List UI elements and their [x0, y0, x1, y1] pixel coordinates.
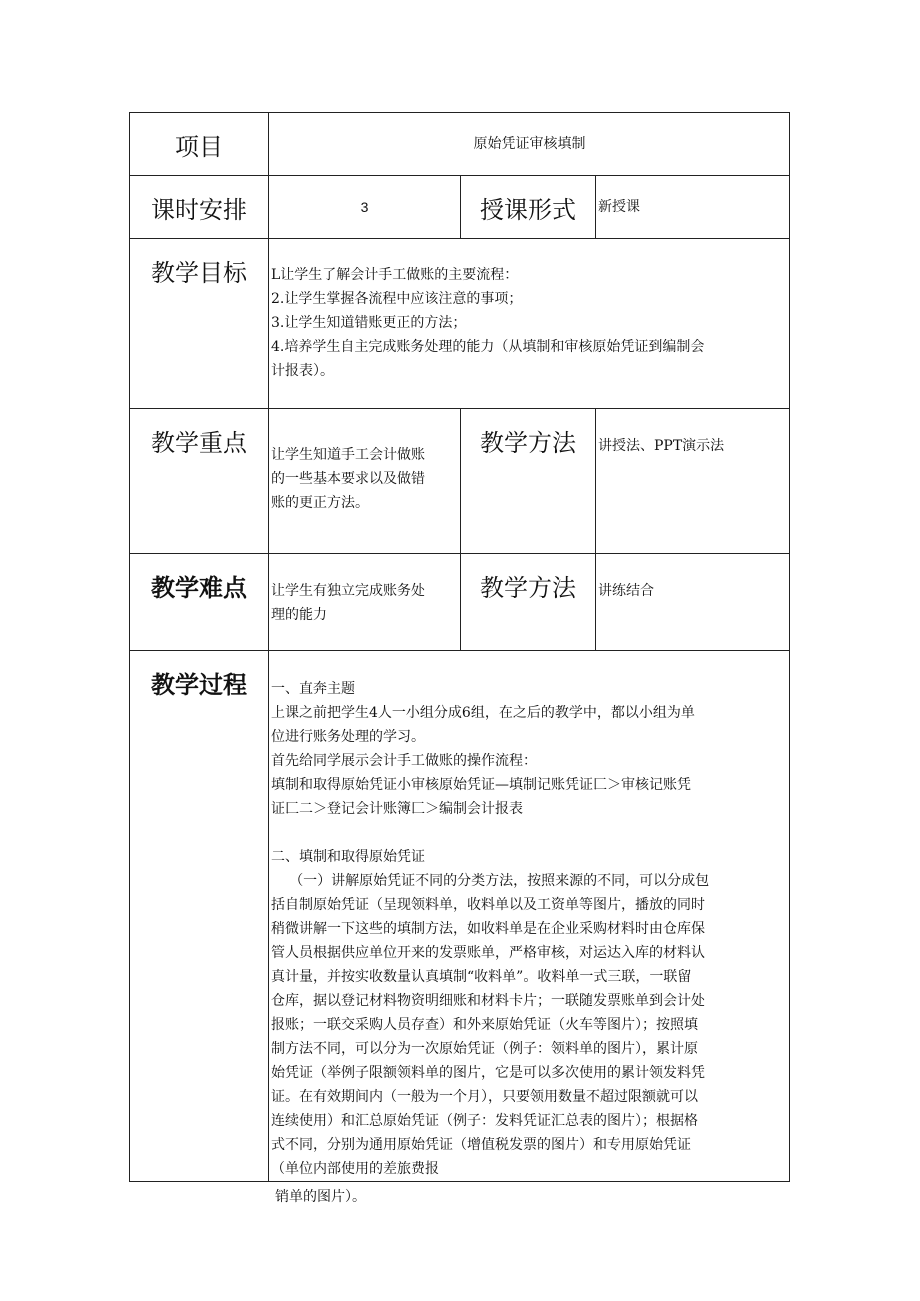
process-line: 始凭证（举例子限额领料单的图片，它是可以多次使用的累计领发料凭	[271, 1065, 705, 1081]
goal-item: 2.让学生掌握各流程中应该注意的事项；	[271, 291, 523, 307]
section-title: 二、填制和取得原始凭证	[271, 849, 425, 865]
table-bottom-border	[129, 1181, 790, 1182]
process-line: 仓库，据以登记材料物资明细账和材料卡片；一联随发票账单到会计处	[271, 993, 705, 1009]
process-line: （一）讲解原始凭证不同的分类方法，按照来源的不同，可以分成包	[289, 873, 710, 889]
difficulty-line: 理的能力	[271, 607, 327, 623]
difficulty-method-label: 教学方法	[480, 574, 576, 602]
difficulty-label: 教学难点	[151, 573, 247, 602]
form-label: 授课形式	[480, 195, 576, 224]
process-line: 首先给同学展示会计手工做账的操作流程：	[271, 753, 537, 769]
form-value: 新授课	[598, 199, 640, 215]
process-line: 稍微讲解一下这些的填制方法，如收料单是在企业采购材料时由仓库保	[271, 921, 705, 937]
keypoint-content-cell	[268, 408, 460, 553]
goal-item: 计报表）。	[271, 363, 334, 379]
process-line: 式不同，分别为通用原始凭证（增值税发票的图片）和专用原始凭证	[271, 1137, 691, 1153]
keypoint-method-label-cell	[460, 408, 595, 553]
process-label: 教学过程	[151, 670, 247, 699]
section-title: 一、直奔主题	[271, 681, 355, 697]
process-label-cell	[129, 650, 268, 1182]
process-content-cell	[268, 650, 790, 1182]
goal-item: 3.让学生知道错账更正的方法；	[271, 315, 467, 331]
process-line: 真计量，并按实收数量认真填制“收料单”。收料单一式三联，一联留	[271, 969, 692, 985]
project-label: 项目	[175, 132, 223, 161]
project-value-cell	[268, 112, 790, 175]
form-label-cell	[460, 175, 595, 238]
goals-label-cell	[129, 238, 268, 408]
goal-item: L让学生了解会计手工做账的主要流程：	[271, 267, 519, 283]
keypoint-label: 教学重点	[151, 429, 247, 457]
difficulty-label-cell	[129, 553, 268, 650]
process-line: 连续使用）和汇总原始凭证（例子：发料凭证汇总表的图片）；根据格	[271, 1113, 698, 1129]
keypoint-method-value: 讲授法、PPT演示法	[598, 438, 725, 454]
process-line: 上课之前把学生4人一小组分成6组，在之后的教学中，都以小组为单	[271, 705, 695, 721]
goal-item: 4.培养学生自主完成账务处理的能力（从填制和审核原始凭证到编制会	[271, 339, 705, 355]
difficulty-method-value: 讲练结合	[598, 583, 654, 599]
table-right-border	[789, 112, 790, 1182]
goals-label: 教学目标	[151, 259, 247, 287]
keypoint-line: 的一些基本要求以及做错	[271, 471, 425, 487]
spacer	[271, 821, 788, 845]
process-line: 报账；一联交采购人员存查）和外来原始凭证（火车等图片）；按照填	[271, 1017, 698, 1033]
process-line: 位进行账务处理的学习。	[271, 729, 425, 745]
keypoint-line: 让学生知道手工会计做账	[271, 447, 425, 463]
keypoint-label-cell	[129, 408, 268, 553]
process-line: 括自制原始凭证（呈现领料单，收料单以及工资单等图片，播放的同时	[271, 897, 705, 913]
process-line: 填制和取得原始凭证小审核原始凭证—填制记账凭证匚＞审核记账凭	[271, 777, 691, 793]
hours-label: 课时安排	[151, 195, 247, 224]
project-label-cell	[129, 112, 268, 175]
difficulty-line: 让学生有独立完成账务处	[271, 583, 425, 599]
process-line: （单位内部使用的差旅费报	[271, 1161, 439, 1177]
difficulty-content-cell	[268, 553, 460, 650]
form-value-cell	[595, 175, 790, 238]
process-tail-text: 销单的图片）。	[275, 1189, 366, 1205]
process-line: 证。在有效期间内（一般为一个月），只要领用数量不超过限额就可以	[271, 1089, 698, 1105]
keypoint-method-label: 教学方法	[480, 429, 576, 457]
difficulty-method-value-cell	[595, 553, 790, 650]
project-value: 原始凭证审核填制	[473, 136, 586, 152]
process-line: 证匚二＞登记会计账簿匚＞编制会计报表	[271, 801, 523, 817]
keypoint-line: 账的更正方法。	[271, 495, 369, 511]
difficulty-method-label-cell	[460, 553, 595, 650]
process-line: 制方法不同，可以分为一次原始凭证（例子：领料单的图片），累计原	[271, 1041, 698, 1057]
goals-content-cell	[268, 238, 790, 408]
process-line: 管人员根据供应单位开来的发票账单，严格审核，对运达入库的材料认	[271, 945, 705, 961]
hours-value: 3	[360, 199, 369, 215]
keypoint-method-value-cell	[595, 408, 790, 553]
hours-value-cell	[268, 175, 460, 238]
hours-label-cell	[129, 175, 268, 238]
